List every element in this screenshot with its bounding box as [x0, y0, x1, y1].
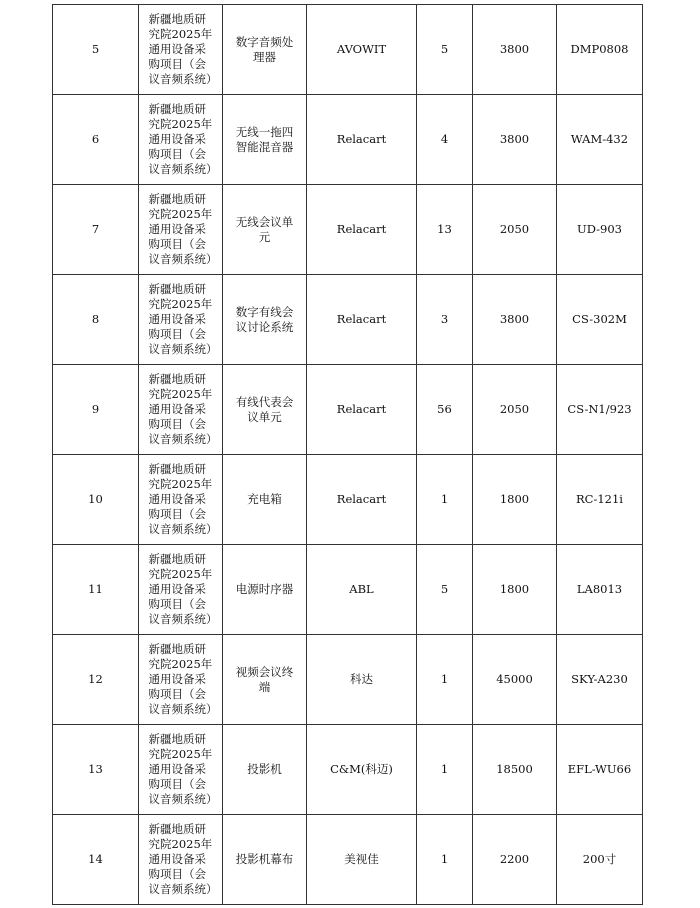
- product-name-cell: [223, 635, 307, 725]
- project-name-text: 新疆地质研究院2025年通用设备采购项目（会议音频系统）: [148, 282, 218, 356]
- product-name-text: 电源时序器: [235, 582, 294, 596]
- brand-cell: 科达: [307, 635, 417, 725]
- unit-price-cell: 3800: [473, 95, 557, 185]
- unit-price-cell: 18500: [473, 725, 557, 815]
- model-cell: LA8013: [557, 545, 643, 635]
- item-number-cell: 5: [53, 5, 139, 95]
- product-name-text: 无线会议单元: [235, 214, 294, 244]
- item-number-cell: 10: [53, 455, 139, 545]
- product-name-text: 数字有线会议讨论系统: [235, 304, 294, 334]
- project-name-cell: [139, 455, 223, 545]
- project-name-cell: [139, 185, 223, 275]
- product-name-cell: [223, 5, 307, 95]
- model-cell: UD-903: [557, 185, 643, 275]
- product-name-text: 视频会议终端: [235, 664, 294, 694]
- project-name-cell: [139, 635, 223, 725]
- table-row: [53, 455, 643, 545]
- project-name-text: 新疆地质研究院2025年通用设备采购项目（会议音频系统）: [148, 732, 218, 806]
- unit-price-cell: 1800: [473, 455, 557, 545]
- model-cell: DMP0808: [557, 5, 643, 95]
- unit-price-cell: 2200: [473, 815, 557, 905]
- model-cell: EFL-WU66: [557, 725, 643, 815]
- item-number-cell: 6: [53, 95, 139, 185]
- model-cell: SKY-A230: [557, 635, 643, 725]
- item-number-cell: 8: [53, 275, 139, 365]
- item-number-cell: 12: [53, 635, 139, 725]
- brand-cell: AVOWIT: [307, 5, 417, 95]
- model-cell: WAM-432: [557, 95, 643, 185]
- brand-cell: Relacart: [307, 455, 417, 545]
- unit-price-cell: 3800: [473, 5, 557, 95]
- table-row: [53, 365, 643, 455]
- quantity-cell: 1: [417, 725, 473, 815]
- project-name-cell: [139, 815, 223, 905]
- unit-price-cell: 1800: [473, 545, 557, 635]
- table-row: [53, 275, 643, 365]
- brand-cell: Relacart: [307, 95, 417, 185]
- project-name-cell: [139, 5, 223, 95]
- quantity-cell: 3: [417, 275, 473, 365]
- unit-price-cell: 2050: [473, 185, 557, 275]
- item-number-cell: 9: [53, 365, 139, 455]
- project-name-text: 新疆地质研究院2025年通用设备采购项目（会议音频系统）: [148, 102, 218, 176]
- quantity-cell: 5: [417, 5, 473, 95]
- quantity-cell: 1: [417, 815, 473, 905]
- brand-cell: C&M(科迈): [307, 725, 417, 815]
- unit-price-cell: 2050: [473, 365, 557, 455]
- table-row: [53, 635, 643, 725]
- brand-cell: Relacart: [307, 275, 417, 365]
- product-name-cell: [223, 185, 307, 275]
- brand-cell: Relacart: [307, 365, 417, 455]
- item-number-cell: 14: [53, 815, 139, 905]
- project-name-cell: [139, 725, 223, 815]
- model-cell: CS-302M: [557, 275, 643, 365]
- table-row: [53, 815, 643, 905]
- project-name-text: 新疆地质研究院2025年通用设备采购项目（会议音频系统）: [148, 192, 218, 266]
- quantity-cell: 5: [417, 545, 473, 635]
- model-cell: RC-121i: [557, 455, 643, 545]
- quantity-cell: 1: [417, 455, 473, 545]
- product-name-text: 有线代表会议单元: [235, 394, 294, 424]
- project-name-text: 新疆地质研究院2025年通用设备采购项目（会议音频系统）: [148, 552, 218, 626]
- item-number-cell: 7: [53, 185, 139, 275]
- product-name-cell: [223, 815, 307, 905]
- product-name-text: 无线一拖四智能混音器: [235, 124, 294, 154]
- unit-price-cell: 3800: [473, 275, 557, 365]
- quantity-cell: 56: [417, 365, 473, 455]
- table-row: [53, 725, 643, 815]
- project-name-text: 新疆地质研究院2025年通用设备采购项目（会议音频系统）: [148, 372, 218, 446]
- product-name-cell: [223, 455, 307, 545]
- product-name-cell: [223, 365, 307, 455]
- product-name-cell: [223, 725, 307, 815]
- brand-cell: Relacart: [307, 185, 417, 275]
- quantity-cell: 4: [417, 95, 473, 185]
- model-cell: 200寸: [557, 815, 643, 905]
- product-name-cell: [223, 545, 307, 635]
- item-number-cell: 11: [53, 545, 139, 635]
- model-cell: CS-N1/923: [557, 365, 643, 455]
- project-name-cell: [139, 95, 223, 185]
- product-name-text: 数字音频处理器: [235, 34, 294, 64]
- table-row: [53, 5, 643, 95]
- quantity-cell: 1: [417, 635, 473, 725]
- table-row: [53, 545, 643, 635]
- product-name-text: 投影机幕布: [235, 852, 294, 866]
- table-row: [53, 185, 643, 275]
- project-name-cell: [139, 365, 223, 455]
- product-name-text: 充电箱: [247, 492, 282, 506]
- item-number-cell: 13: [53, 725, 139, 815]
- product-name-text: 投影机: [247, 762, 282, 776]
- project-name-text: 新疆地质研究院2025年通用设备采购项目（会议音频系统）: [148, 642, 218, 716]
- project-name-text: 新疆地质研究院2025年通用设备采购项目（会议音频系统）: [148, 462, 218, 536]
- quantity-cell: 13: [417, 185, 473, 275]
- project-name-text: 新疆地质研究院2025年通用设备采购项目（会议音频系统）: [148, 822, 218, 896]
- product-name-cell: [223, 95, 307, 185]
- project-name-text: 新疆地质研究院2025年通用设备采购项目（会议音频系统）: [148, 12, 218, 86]
- brand-cell: ABL: [307, 545, 417, 635]
- brand-cell: 美视佳: [307, 815, 417, 905]
- unit-price-cell: 45000: [473, 635, 557, 725]
- project-name-cell: [139, 275, 223, 365]
- project-name-cell: [139, 545, 223, 635]
- procurement-table: [52, 4, 643, 905]
- table-row: [53, 95, 643, 185]
- product-name-cell: [223, 275, 307, 365]
